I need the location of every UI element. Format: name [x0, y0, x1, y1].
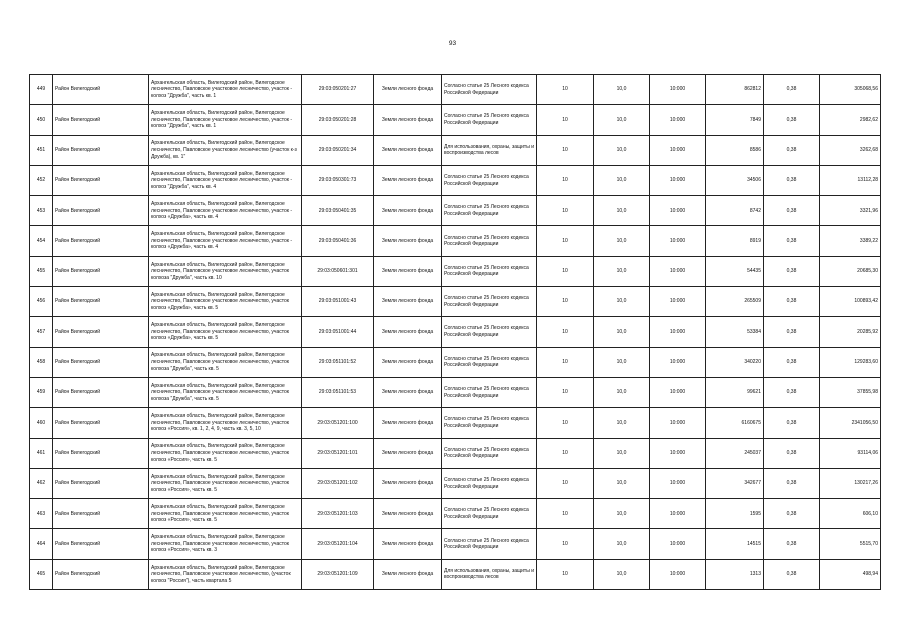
- table-row: [30, 499, 881, 529]
- value-3-cell: 10:000: [650, 468, 706, 498]
- area-cell: 14515: [706, 529, 764, 559]
- value-2-cell: 10,0: [594, 468, 650, 498]
- amount-cell: 20285,92: [820, 317, 881, 347]
- value-1-cell: 10: [537, 347, 594, 377]
- land-category-cell: Земли лесного фонда: [374, 377, 442, 407]
- value-3-cell: 10:000: [650, 256, 706, 286]
- district-cell: Район Вилегодский: [53, 135, 149, 165]
- amount-cell: 3389,22: [820, 226, 881, 256]
- area-cell: 265509: [706, 287, 764, 317]
- land-category-cell: Земли лесного фонда: [374, 256, 442, 286]
- land-category-cell: Земли лесного фонда: [374, 529, 442, 559]
- area-cell: 34506: [706, 165, 764, 195]
- district-cell: Район Вилегодский: [53, 408, 149, 438]
- row-number-cell: 455: [30, 256, 53, 286]
- value-1-cell: 10: [537, 226, 594, 256]
- value-1-cell: 10: [537, 75, 594, 105]
- land-category-cell: Земли лесного фонда: [374, 408, 442, 438]
- table-row: [30, 408, 881, 438]
- address-cell: Архангельская область, Вилегодский район, Вилегодское лесничество, Павловское участковое лесничество, участок - колхоз «Дружба», часть кв. 4: [149, 196, 302, 226]
- cadastral-number-cell: 29:03:051201:104: [302, 529, 374, 559]
- value-2-cell: 10,0: [594, 499, 650, 529]
- value-2-cell: 10,0: [594, 408, 650, 438]
- value-1-cell: 10: [537, 105, 594, 135]
- value-2-cell: 10,0: [594, 438, 650, 468]
- value-2-cell: 10,0: [594, 196, 650, 226]
- amount-cell: 93114,06: [820, 438, 881, 468]
- amount-cell: 37855,98: [820, 377, 881, 407]
- value-2-cell: 10,0: [594, 75, 650, 105]
- row-number-cell: 457: [30, 317, 53, 347]
- table-row: [30, 165, 881, 195]
- area-cell: 8742: [706, 196, 764, 226]
- row-number-cell: 450: [30, 105, 53, 135]
- page-number: 93: [448, 40, 457, 47]
- cadastral-number-cell: 29:03:051201:109: [302, 559, 374, 589]
- value-2-cell: 10,0: [594, 529, 650, 559]
- address-cell: Архангельская область, Вилегодский район, Вилегодское лесничество, Павловское участковое лесничество, участок колхоза "Дружба", часть кв. 5: [149, 347, 302, 377]
- district-cell: Район Вилегодский: [53, 499, 149, 529]
- value-1-cell: 10: [537, 135, 594, 165]
- legal-basis-cell: Согласно статье 25 Лесного кодекса Российской Федерации: [442, 408, 537, 438]
- value-1-cell: 10: [537, 196, 594, 226]
- value-3-cell: 10:000: [650, 438, 706, 468]
- district-cell: Район Вилегодский: [53, 347, 149, 377]
- value-1-cell: 10: [537, 287, 594, 317]
- district-cell: Район Вилегодский: [53, 287, 149, 317]
- row-number-cell: 461: [30, 438, 53, 468]
- district-cell: Район Вилегодский: [53, 438, 149, 468]
- value-2-cell: 10,0: [594, 377, 650, 407]
- land-category-cell: Земли лесного фонда: [374, 499, 442, 529]
- address-cell: Архангельская область, Вилегодский район, Вилегодское лесничество, Павловское участковое лесничество, участок колхоз «Россия», часть кв. 5: [149, 499, 302, 529]
- table-row: [30, 105, 881, 135]
- table-row: [30, 287, 881, 317]
- address-cell: Архангельская область, Вилегодский район, Вилегодское лесничество, Павловское участковое лесничество, участок - колхоз "Дружба", часть кв. 4: [149, 165, 302, 195]
- value-2-cell: 10,0: [594, 317, 650, 347]
- district-cell: Район Вилегодский: [53, 317, 149, 347]
- legal-basis-cell: Согласно статье 25 Лесного кодекса Российской Федерации: [442, 468, 537, 498]
- table-row: [30, 468, 881, 498]
- cadastral-number-cell: 29:03:050201:27: [302, 75, 374, 105]
- land-category-cell: Земли лесного фонда: [374, 468, 442, 498]
- land-category-cell: Земли лесного фонда: [374, 287, 442, 317]
- value-3-cell: 10:000: [650, 135, 706, 165]
- value-1-cell: 10: [537, 529, 594, 559]
- value-3-cell: 10:000: [650, 317, 706, 347]
- value-3-cell: 10:000: [650, 196, 706, 226]
- rate-cell: 0,38: [764, 529, 820, 559]
- address-cell: Архангельская область, Вилегодский район, Вилегодское лесничество, Павловское участковое лесничество, участок колхоз «Россия», часть кв. 5: [149, 468, 302, 498]
- legal-basis-cell: Согласно статье 25 Лесного кодекса Российской Федерации: [442, 105, 537, 135]
- value-3-cell: 10:000: [650, 165, 706, 195]
- rate-cell: 0,38: [764, 499, 820, 529]
- row-number-cell: 453: [30, 196, 53, 226]
- district-cell: Район Вилегодский: [53, 529, 149, 559]
- amount-cell: 2982,62: [820, 105, 881, 135]
- area-cell: 1313: [706, 559, 764, 589]
- area-cell: 1595: [706, 499, 764, 529]
- legal-basis-cell: Согласно статье 25 Лесного кодекса Российской Федерации: [442, 529, 537, 559]
- amount-cell: 20685,30: [820, 256, 881, 286]
- value-2-cell: 10,0: [594, 256, 650, 286]
- value-1-cell: 10: [537, 468, 594, 498]
- row-number-cell: 449: [30, 75, 53, 105]
- rate-cell: 0,38: [764, 559, 820, 589]
- district-cell: Район Вилегодский: [53, 377, 149, 407]
- cadastral-number-cell: 29:03:050301:73: [302, 165, 374, 195]
- area-cell: 7849: [706, 105, 764, 135]
- value-3-cell: 10:000: [650, 287, 706, 317]
- row-number-cell: 465: [30, 559, 53, 589]
- rate-cell: 0,38: [764, 226, 820, 256]
- row-number-cell: 451: [30, 135, 53, 165]
- value-2-cell: 10,0: [594, 559, 650, 589]
- cadastral-number-cell: 29:03:051001:44: [302, 317, 374, 347]
- area-cell: 54435: [706, 256, 764, 286]
- rate-cell: 0,38: [764, 165, 820, 195]
- legal-basis-cell: Для использования, охраны, защиты и воспроизводства лесов: [442, 135, 537, 165]
- address-cell: Архангельская область, Вилегодский район, Вилегодское лесничество, Павловское участковое лесничество, участок колхоз «Россия», часть кв. 3: [149, 529, 302, 559]
- amount-cell: 3262,68: [820, 135, 881, 165]
- address-cell: Архангельская область, Вилегодский район, Вилегодское лесничество, Павловское участковое лесничество, участок колхоза "Дружба", часть кв. 10: [149, 256, 302, 286]
- address-cell: Архангельская область, Вилегодский район, Вилегодское лесничество, Павловское участковое лесничество, участок колхоз «Дружба», часть кв. 5: [149, 287, 302, 317]
- value-3-cell: 10:000: [650, 75, 706, 105]
- address-cell: Архангельская область, Вилегодский район, Вилегодское лесничество, Павловское участковое лесничество, участок колхоз «Дружба», часть кв. 5: [149, 317, 302, 347]
- legal-basis-cell: Согласно статье 25 Лесного кодекса Российской Федерации: [442, 256, 537, 286]
- value-3-cell: 10:000: [650, 347, 706, 377]
- table-row: [30, 196, 881, 226]
- area-cell: 53384: [706, 317, 764, 347]
- value-1-cell: 10: [537, 559, 594, 589]
- rate-cell: 0,38: [764, 196, 820, 226]
- value-3-cell: 10:000: [650, 408, 706, 438]
- legal-basis-cell: Согласно статье 25 Лесного кодекса Российской Федерации: [442, 347, 537, 377]
- district-cell: Район Вилегодский: [53, 196, 149, 226]
- cadastral-number-cell: 29:03:050401:35: [302, 196, 374, 226]
- address-cell: Архангельская область, Вилегодский район, Вилегодское лесничество, Павловское участковое лесничество (участок к-з Дружба), кв. 1": [149, 135, 302, 165]
- area-cell: 340220: [706, 347, 764, 377]
- legal-basis-cell: Согласно статье 25 Лесного кодекса Российской Федерации: [442, 377, 537, 407]
- land-category-cell: Земли лесного фонда: [374, 75, 442, 105]
- table-row: [30, 226, 881, 256]
- legal-basis-cell: Согласно статье 25 Лесного кодекса Российской Федерации: [442, 165, 537, 195]
- amount-cell: 3321,96: [820, 196, 881, 226]
- amount-cell: 100893,42: [820, 287, 881, 317]
- table-body: [30, 75, 881, 590]
- address-cell: Архангельская область, Вилегодский район, Вилегодское лесничество, Павловское участковое лесничество, участок - колхоз «Дружба», часть кв. 4: [149, 226, 302, 256]
- value-1-cell: 10: [537, 317, 594, 347]
- area-cell: 245037: [706, 438, 764, 468]
- rate-cell: 0,38: [764, 135, 820, 165]
- cadastral-number-cell: 29:03:051101:53: [302, 377, 374, 407]
- row-number-cell: 463: [30, 499, 53, 529]
- amount-cell: 606,10: [820, 499, 881, 529]
- table-row: [30, 559, 881, 589]
- cadastral-number-cell: 29:03:050401:36: [302, 226, 374, 256]
- value-2-cell: 10,0: [594, 287, 650, 317]
- cadastral-number-cell: 29:03:051201:102: [302, 468, 374, 498]
- value-2-cell: 10,0: [594, 165, 650, 195]
- row-number-cell: 452: [30, 165, 53, 195]
- rate-cell: 0,38: [764, 317, 820, 347]
- value-3-cell: 10:000: [650, 559, 706, 589]
- amount-cell: 5515,70: [820, 529, 881, 559]
- row-number-cell: 464: [30, 529, 53, 559]
- row-number-cell: 459: [30, 377, 53, 407]
- legal-basis-cell: Согласно статье 25 Лесного кодекса Российской Федерации: [442, 196, 537, 226]
- area-cell: 342677: [706, 468, 764, 498]
- rate-cell: 0,38: [764, 408, 820, 438]
- value-2-cell: 10,0: [594, 105, 650, 135]
- rate-cell: 0,38: [764, 377, 820, 407]
- table-row: [30, 377, 881, 407]
- district-cell: Район Вилегодский: [53, 256, 149, 286]
- district-cell: Район Вилегодский: [53, 559, 149, 589]
- value-3-cell: 10:000: [650, 105, 706, 135]
- cadastral-number-cell: 29:03:051201:103: [302, 499, 374, 529]
- cadastral-number-cell: 29:03:051001:43: [302, 287, 374, 317]
- value-1-cell: 10: [537, 499, 594, 529]
- legal-basis-cell: Согласно статье 25 Лесного кодекса Российской Федерации: [442, 287, 537, 317]
- cadastral-number-cell: 29:03:050201:34: [302, 135, 374, 165]
- area-cell: 8586: [706, 135, 764, 165]
- value-1-cell: 10: [537, 256, 594, 286]
- table-row: [30, 256, 881, 286]
- value-3-cell: 10:000: [650, 226, 706, 256]
- legal-basis-cell: Согласно статье 25 Лесного кодекса Российской Федерации: [442, 75, 537, 105]
- row-number-cell: 454: [30, 226, 53, 256]
- table-row: [30, 75, 881, 105]
- row-number-cell: 456: [30, 287, 53, 317]
- district-cell: Район Вилегодский: [53, 75, 149, 105]
- address-cell: Архангельская область, Вилегодский район, Вилегодское лесничество, Павловское участковое лесничество, (участок колхоз "Россия"), часть квартала 5: [149, 559, 302, 589]
- district-cell: Район Вилегодский: [53, 226, 149, 256]
- cadastral-number-cell: 29:03:050601:301: [302, 256, 374, 286]
- rate-cell: 0,38: [764, 75, 820, 105]
- land-category-cell: Земли лесного фонда: [374, 438, 442, 468]
- amount-cell: 305068,56: [820, 75, 881, 105]
- value-1-cell: 10: [537, 408, 594, 438]
- table-row: [30, 438, 881, 468]
- land-category-cell: Земли лесного фонда: [374, 317, 442, 347]
- row-number-cell: 460: [30, 408, 53, 438]
- land-category-cell: Земли лесного фонда: [374, 105, 442, 135]
- legal-basis-cell: Для использования, охраны, защиты и воспроизводства лесов: [442, 559, 537, 589]
- land-category-cell: Земли лесного фонда: [374, 165, 442, 195]
- land-registry-table: [29, 74, 881, 590]
- legal-basis-cell: Согласно статье 25 Лесного кодекса Российской Федерации: [442, 438, 537, 468]
- table-row: [30, 317, 881, 347]
- value-1-cell: 10: [537, 377, 594, 407]
- land-category-cell: Земли лесного фонда: [374, 559, 442, 589]
- value-2-cell: 10,0: [594, 135, 650, 165]
- rate-cell: 0,38: [764, 287, 820, 317]
- amount-cell: 2341056,50: [820, 408, 881, 438]
- cadastral-number-cell: 29:03:051201:101: [302, 438, 374, 468]
- table-row: [30, 529, 881, 559]
- land-category-cell: Земли лесного фонда: [374, 347, 442, 377]
- amount-cell: 498,94: [820, 559, 881, 589]
- rate-cell: 0,38: [764, 256, 820, 286]
- amount-cell: 129283,60: [820, 347, 881, 377]
- legal-basis-cell: Согласно статье 25 Лесного кодекса Российской Федерации: [442, 499, 537, 529]
- legal-basis-cell: Согласно статье 25 Лесного кодекса Российской Федерации: [442, 226, 537, 256]
- rate-cell: 0,38: [764, 105, 820, 135]
- value-3-cell: 10:000: [650, 529, 706, 559]
- address-cell: Архангельская область, Вилегодский район, Вилегодское лесничество, Павловское участковое лесничество, участок колхоз «Россия», часть кв. 5: [149, 438, 302, 468]
- amount-cell: 130217,26: [820, 468, 881, 498]
- district-cell: Район Вилегодский: [53, 468, 149, 498]
- rate-cell: 0,38: [764, 468, 820, 498]
- land-category-cell: Земли лесного фонда: [374, 135, 442, 165]
- area-cell: 99621: [706, 377, 764, 407]
- value-1-cell: 10: [537, 165, 594, 195]
- legal-basis-cell: Согласно статье 25 Лесного кодекса Российской Федерации: [442, 317, 537, 347]
- row-number-cell: 458: [30, 347, 53, 377]
- amount-cell: 13112,28: [820, 165, 881, 195]
- address-cell: Архангельская область, Вилегодский район, Вилегодское лесничество, Павловское участковое лесничество, участок колхоза "Дружба", часть кв. 5: [149, 377, 302, 407]
- cadastral-number-cell: 29:03:051201:100: [302, 408, 374, 438]
- table-row: [30, 135, 881, 165]
- rate-cell: 0,38: [764, 438, 820, 468]
- value-2-cell: 10,0: [594, 226, 650, 256]
- table-row: [30, 347, 881, 377]
- value-2-cell: 10,0: [594, 347, 650, 377]
- district-cell: Район Вилегодский: [53, 165, 149, 195]
- address-cell: Архангельская область, Вилегодский район, Вилегодское лесничество, Павловское участковое лесничество, участок колхоз «Россия», кв. 1, 2, 4, 9, часть кв. 3, 5, 10: [149, 408, 302, 438]
- area-cell: 6160675: [706, 408, 764, 438]
- land-category-cell: Земли лесного фонда: [374, 196, 442, 226]
- cadastral-number-cell: 29:03:051101:52: [302, 347, 374, 377]
- value-3-cell: 10:000: [650, 499, 706, 529]
- value-3-cell: 10:000: [650, 377, 706, 407]
- district-cell: Район Вилегодский: [53, 105, 149, 135]
- address-cell: Архангельская область, Вилегодский район, Вилегодское лесничество, Павловское участковое лесничество, участок - колхоз "Дружба", часть кв. 1: [149, 75, 302, 105]
- rate-cell: 0,38: [764, 347, 820, 377]
- row-number-cell: 462: [30, 468, 53, 498]
- value-1-cell: 10: [537, 438, 594, 468]
- cadastral-number-cell: 29:03:050201:28: [302, 105, 374, 135]
- area-cell: 862812: [706, 75, 764, 105]
- address-cell: Архангельская область, Вилегодский район, Вилегодское лесничество, Павловское участковое лесничество, участок - колхоз "Дружба", часть кв. 1: [149, 105, 302, 135]
- land-category-cell: Земли лесного фонда: [374, 226, 442, 256]
- area-cell: 8919: [706, 226, 764, 256]
